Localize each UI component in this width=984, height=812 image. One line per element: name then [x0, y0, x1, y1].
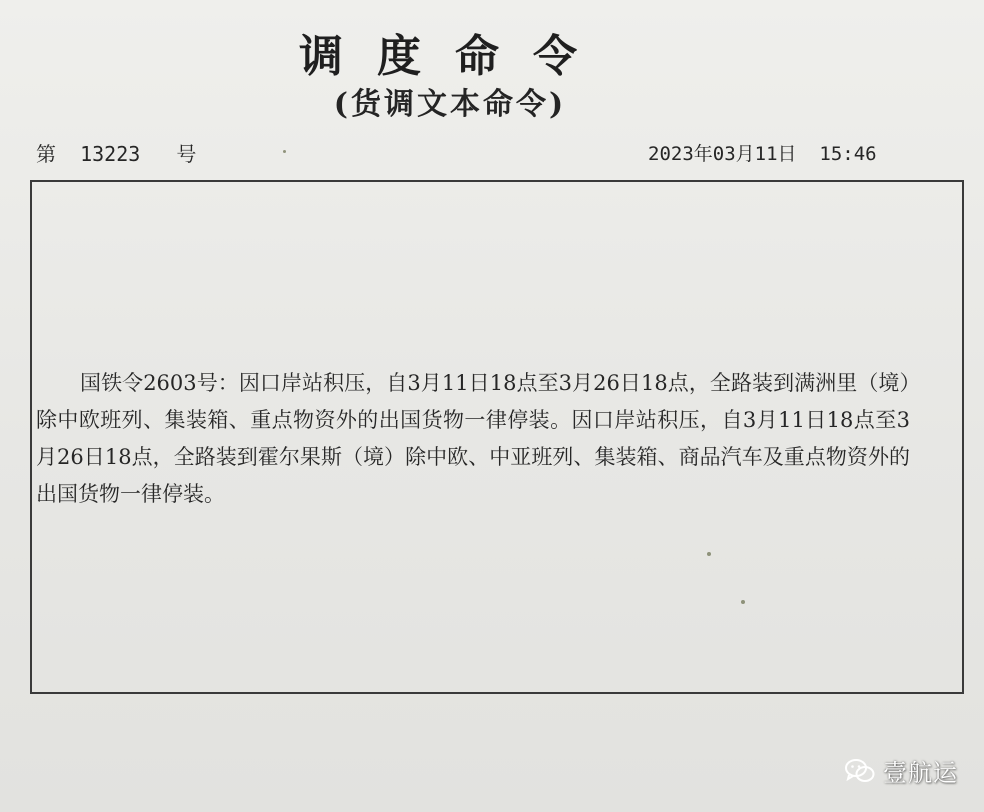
watermark — [845, 753, 958, 788]
command-body-text: 国铁令2603号：因口岸站积压，自3月11日18点至3月26日18点，全路装到满洲里（境）除中欧班列、集装箱、重点物资外的出国货物一律停装。因口岸站积压，自3月11日18点至3月26日18点，全路装到霍尔果斯（境）除中欧、中亚班列、集装箱、商品汽车及重点物资外的出国货物一律停装。 — [36, 371, 910, 506]
paper-speck — [707, 552, 711, 556]
document-title: 调度命令 — [299, 31, 611, 82]
order-number: 第 13223 号 — [36, 142, 197, 166]
watermark-text: 壹航运 — [883, 759, 958, 787]
wechat-icon — [845, 758, 875, 784]
order-datetime: 2023年03月11日 15:46 — [648, 143, 877, 165]
paper-speck — [741, 600, 745, 604]
paper-speck — [283, 150, 286, 153]
document-subtitle: (货调文本命令) — [333, 87, 567, 122]
